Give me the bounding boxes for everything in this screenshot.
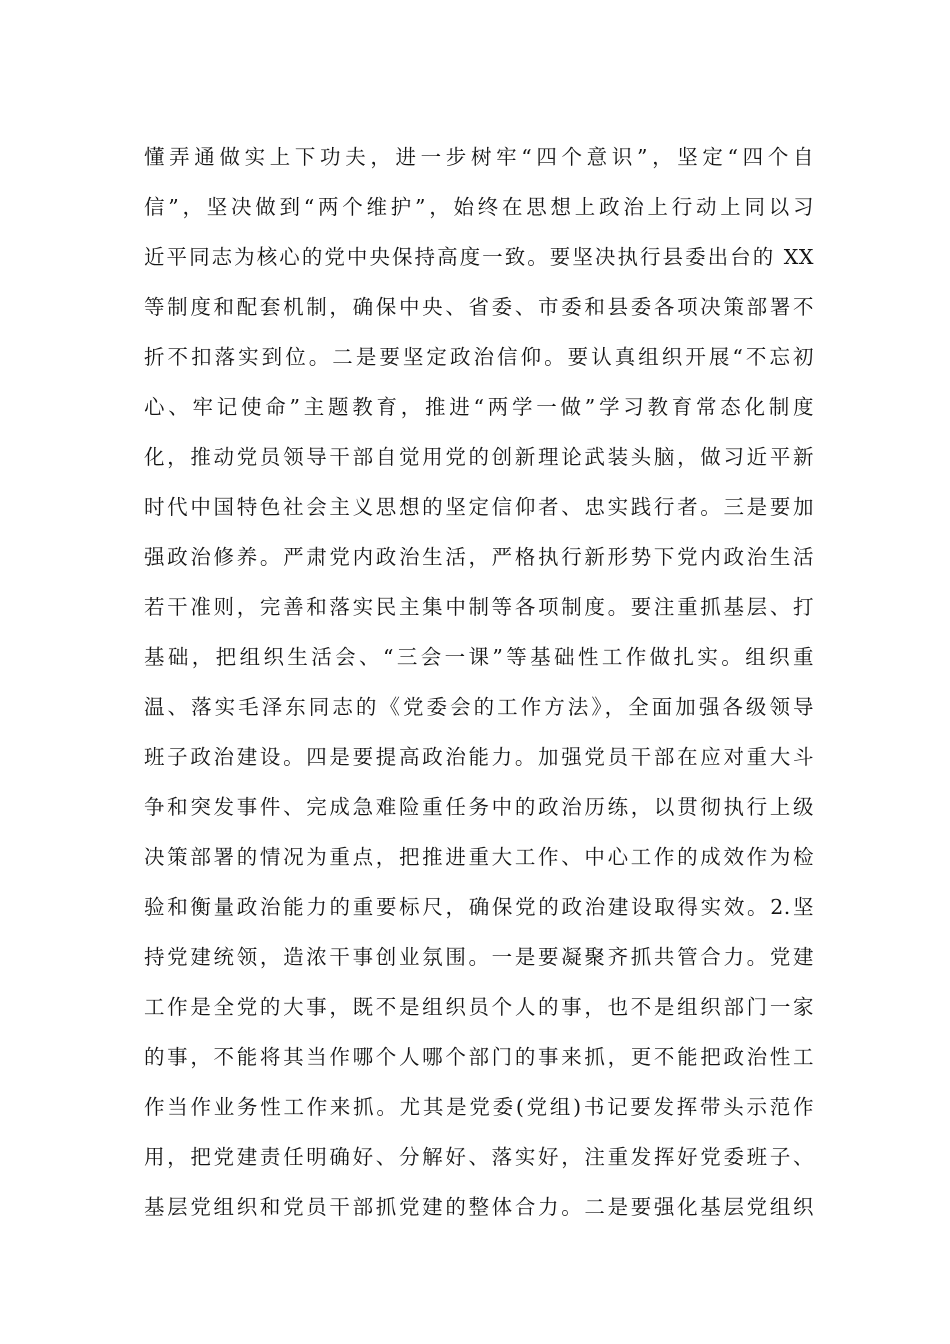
text-line: 验和衡量政治能力的重要标尺，确保党的政治建设取得实效。2.坚 <box>144 895 814 919</box>
text-line: 班子政治建设。四是要提高政治能力。加强党员干部在应对重大斗 <box>144 745 814 769</box>
text-line: 的事，不能将其当作哪个人哪个部门的事来抓，更不能把政治性工 <box>144 1045 814 1069</box>
text-line: 温、落实毛泽东同志的《党委会的工作方法》，全面加强各级领导 <box>144 695 814 719</box>
text-line: 懂弄通做实上下功夫，进一步树牢“四个意识”，坚定“四个自 <box>144 145 814 169</box>
text-line: 用，把党建责任明确好、分解好、落实好，注重发挥好党委班子、 <box>144 1145 814 1169</box>
text-line: 基层党组织和党员干部抓党建的整体合力。二是要强化基层党组织 <box>144 1195 814 1219</box>
body-text <box>144 132 814 1232</box>
text-line: 争和突发事件、完成急难险重任务中的政治历练，以贯彻执行上级 <box>144 795 814 819</box>
text-line: 工作是全党的大事，既不是组织员个人的事，也不是组织部门一家 <box>144 995 814 1019</box>
text-line: 若干准则，完善和落实民主集中制等各项制度。要注重抓基层、打 <box>144 595 814 619</box>
text-line: 基础，把组织生活会、“三会一课”等基础性工作做扎实。组织重 <box>144 645 814 669</box>
text-line: 持党建统领，造浓干事创业氛围。一是要凝聚齐抓共管合力。党建 <box>144 945 814 969</box>
text-line: 强政治修养。严肃党内政治生活，严格执行新形势下党内政治生活 <box>144 545 814 569</box>
text-line: 时代中国特色社会主义思想的坚定信仰者、忠实践行者。三是要加 <box>144 495 814 519</box>
text-line: 化，推动党员领导干部自觉用党的创新理论武装头脑，做习近平新 <box>144 445 814 469</box>
text-line: 折不扣落实到位。二是要坚定政治信仰。要认真组织开展“不忘初 <box>144 345 814 369</box>
text-line: 心、牢记使命”主题教育，推进“两学一做”学习教育常态化制度 <box>144 395 814 419</box>
text-line: 信”，坚决做到“两个维护”，始终在思想上政治上行动上同以习 <box>144 195 814 219</box>
text-line: 作当作业务性工作来抓。尤其是党委(党组)书记要发挥带头示范作 <box>144 1095 814 1119</box>
text-line: 等制度和配套机制，确保中央、省委、市委和县委各项决策部署不 <box>144 295 814 319</box>
text-line: 近平同志为核心的党中央保持高度一致。要坚决执行县委出台的 XX <box>144 245 814 269</box>
text-line: 决策部署的情况为重点，把推进重大工作、中心工作的成效作为检 <box>144 845 814 869</box>
